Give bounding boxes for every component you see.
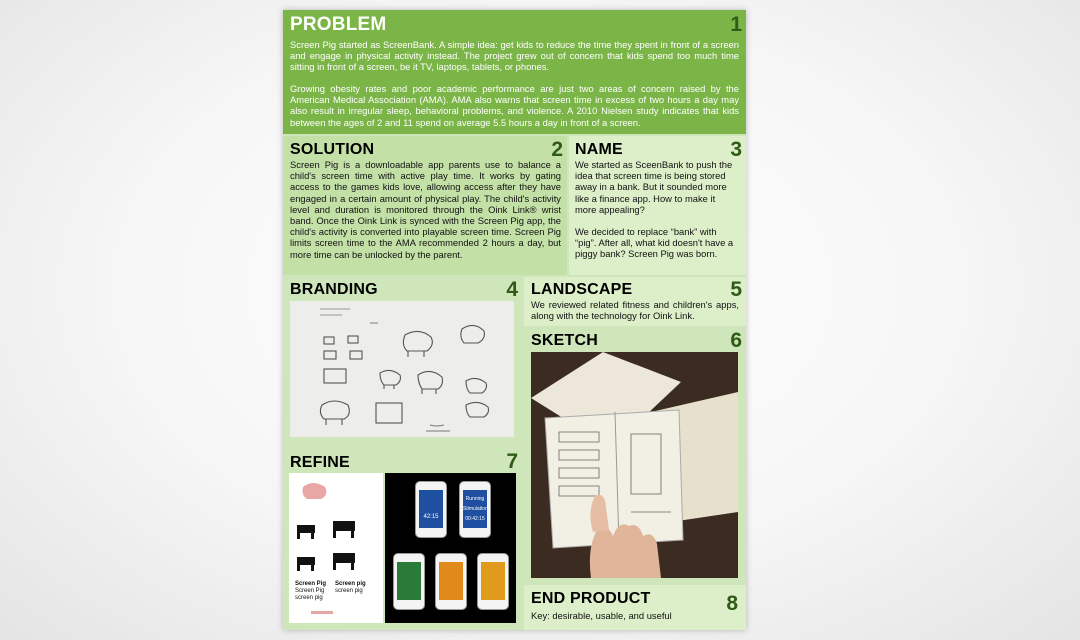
name-title: NAME [575, 141, 623, 158]
problem-paragraph-2: Growing obesity rates and poor academic performance are just two areas of concern raised by the American Medical Association (AMA). AMA also warns that screen time in excess of two hours a day may also result in irregular sleep, behavioral problems, and violence. A 2010 Nielsen study indicates that kids between the ages of 2 and 11 spend on average 5.5 hours a day in front of a screen. [290, 83, 739, 128]
branding-sketch-image [290, 301, 514, 437]
endproduct-number: 8 [726, 592, 738, 615]
landscape-text: We reviewed related fitness and children's apps, along with the technology for Oink Link. [531, 299, 739, 322]
phone-time-2: 00:42:15 [465, 516, 485, 522]
notebook-photo-drawing [531, 352, 738, 578]
problem-panel [283, 10, 746, 134]
poster [283, 10, 746, 630]
endproduct-title: END PRODUCT [531, 590, 651, 607]
refine-logos-image [289, 473, 383, 623]
refine-logo-label-5: screen pig [335, 588, 363, 594]
sketch-panel [524, 328, 746, 583]
name-panel [569, 136, 746, 275]
phone-mockup-2 [459, 481, 491, 538]
name-paragraph-1: We started as SceenBank to push the idea that screen time is being stored away in a bank. But it sounded more like a finance app. How to make it more appealing? [575, 159, 733, 215]
endproduct-text: Key: desirable, usable, and useful [531, 610, 672, 621]
phone-time-1: 42:15 [423, 514, 439, 520]
problem-number: 1 [730, 13, 742, 36]
branding-title: BRANDING [290, 281, 378, 298]
endproduct-panel [524, 585, 746, 630]
landscape-title: LANDSCAPE [531, 281, 633, 298]
phone-mockup-3 [393, 553, 425, 610]
branding-number: 4 [506, 278, 518, 301]
refine-logo-label-2: Screen Pig [295, 588, 325, 594]
problem-paragraph-1: Screen Pig started as ScreenBank. A simple idea: get kids to reduce the time they spent in front of a screen and engage in physical activity instead. The project grew out of concern that kids spend too much time sitting in front of a screen, be it TV, laptops, tablets, or phones. [290, 39, 739, 73]
refine-logo-label-4: Screen pig [335, 581, 366, 587]
landscape-number: 5 [730, 278, 742, 301]
phone-mockup-4 [435, 553, 467, 610]
refine-panel [283, 448, 522, 630]
sketch-title: SKETCH [531, 332, 598, 349]
branding-panel [283, 277, 522, 446]
refine-logo-label-3: screen pig [295, 595, 323, 601]
solution-number: 2 [551, 138, 563, 161]
phone-label-2: Stimulation [463, 506, 488, 512]
phone-mockup-1 [415, 481, 447, 538]
name-number: 3 [730, 138, 742, 161]
solution-text: Screen Pig is a downloadable app parents use to balance a child's screen time with active play time. It works by gating access to the games kids love, allowing access after they have engaged in a certain amount of physical play. The child's activity level and duration is monitored through the Oink Link® wrist band. Once the Oink Link is synced with the Screen Pig app, the child's activity is converted into playable screen time. Screen Pig limits screen time to the AMA recommended 2 hours a day, but more time can be unlocked by the parent. [290, 159, 561, 260]
solution-panel [283, 136, 567, 275]
refine-number: 7 [506, 450, 518, 473]
phone-label-1: Running [465, 496, 485, 502]
phone-mockup-5 [477, 553, 509, 610]
solution-title: SOLUTION [290, 141, 375, 158]
sketch-photo [531, 352, 738, 578]
name-paragraph-2: We decided to replace “bank” with “pig”. After all, what kid doesn't have a piggy bank? Screen Pig was born. [575, 226, 734, 260]
landscape-panel [524, 277, 746, 326]
pig-sketches-drawing [290, 301, 514, 437]
refine-phones-image [385, 473, 516, 623]
problem-title: PROBLEM [290, 14, 387, 35]
sketch-number: 6 [730, 329, 742, 352]
refine-title: REFINE [290, 454, 350, 471]
refine-logo-label-1: Screen Pig [295, 581, 327, 587]
